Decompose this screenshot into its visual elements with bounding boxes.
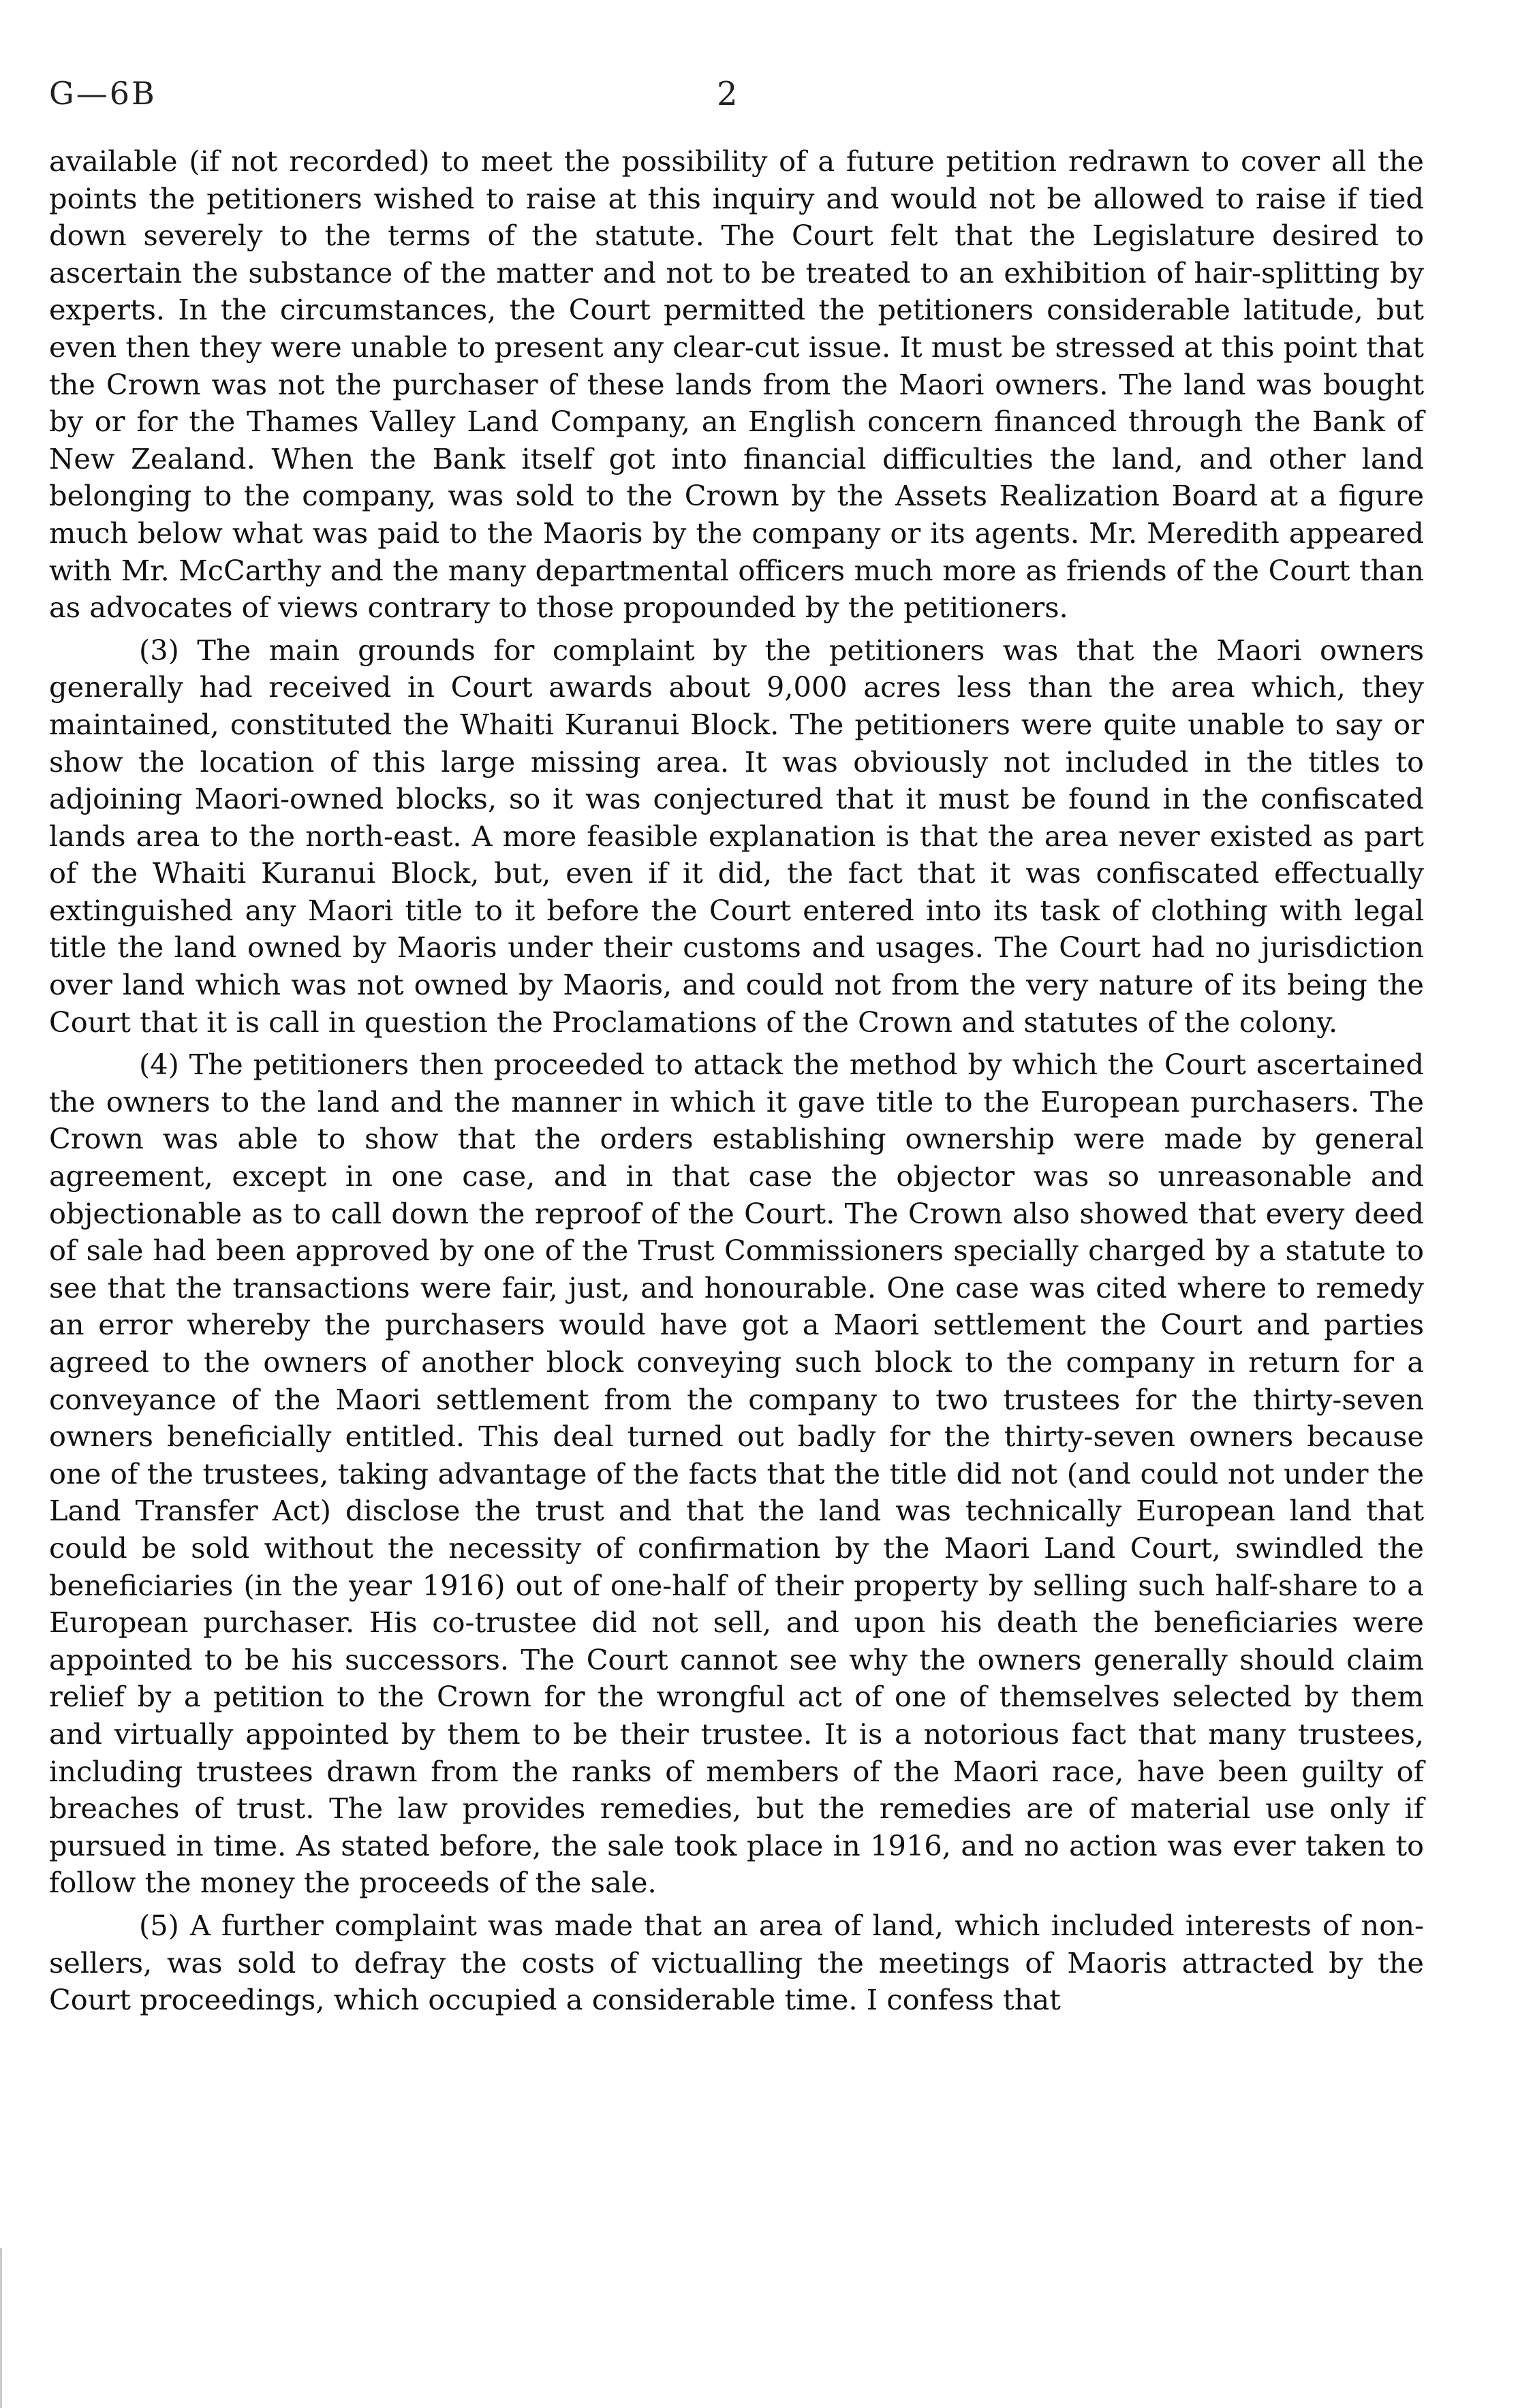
document-reference: G—6B	[49, 75, 157, 112]
paragraph-continuation: available (if not recorded) to meet the possibility of a future petition redrawn to cover all the points the petitioners wished to raise at this inquiry and would not be allowed to raise if tied down severely to the terms of the statute. The Court felt that the Legislature desired to ascertain the substance of the matter and not to be treated to an exhibition of hair-splitting by experts. In the circumstances, the Court permitted the petitioners considerable latitude, but even then they were unable to present any clear-cut issue. It must be stressed at this point that the Crown was not the purchaser of these lands from the Maori owners. The land was bought by or for the Thames Valley Land Company, an English concern financed through the Bank of New Zealand. When the Bank itself got into financial difficulties the land, and other land belonging to the company, was sold to the Crown by the Assets Realization Board at a figure much below what was paid to the Maoris by the company or its agents. Mr. Meredith appeared with Mr. McCarthy and the many departmental officers much more as friends of the Court than as advocates of views contrary to those propounded by the petitioners.	[49, 144, 1424, 625]
paragraph-5: (5) A further complaint was made that an area of land, which included interests of non-sellers, was sold to defray the costs of victualling the meetings of Maoris attracted by the Court proceedings, which occupied a considerable time. I confess that	[49, 1908, 1424, 2017]
body-text	[49, 143, 1424, 2019]
paragraph-3: (3) The main grounds for complaint by the petitioners was that the Maori owners generally had received in Court awards about 9,000 acres less than the area which, they maintained, constituted the Whaiti Kuranui Block. The petitioners were quite unable to say or show the location of this large missing area. It was obviously not included in the titles to adjoining Maori-owned blocks, so it was conjectured that it must be found in the confiscated lands area to the north-east. A more feasible explanation is that the area never existed as part of the Whaiti Kuranui Block, but, even if it did, the fact that it was confiscated effectually extinguished any Maori title to it before the Court entered into its task of clothing with legal title the land owned by Maoris under their customs and usages. The Court had no jurisdiction over land which was not owned by Maoris, and could not from the very nature of its being the Court that it is call in question the Proclamations of the Crown and statutes of the colony.	[49, 633, 1424, 1039]
page-number: 2	[717, 75, 738, 113]
paragraph-4: (4) The petitioners then proceeded to attack the method by which the Court ascertained the owners to the land and the manner in which it gave title to the European purchasers. The Crown was able to show that the orders establishing ownership were made by general agreement, except in one case, and in that case the objector was so unreasonable and objectionable as to call down the reproof of the Court. The Crown also showed that every deed of sale had been approved by one of the Trust Commissioners specially charged by a statute to see that the transactions were fair, just, and honourable. One case was cited where to remedy an error whereby the purchasers would have got a Maori settlement the Court and parties agreed to the owners of another block conveying such block to the company in return for a conveyance of the Maori settlement from the company to two trustees for the thirty-seven owners beneficially entitled. This deal turned out badly for the thirty-seven owners because one of the trustees, taking advantage of the facts that the title did not (and could not under the Land Transfer Act) disclose the trust and that the land was technically European land that could be sold without the necessity of confirmation by the Maori Land Court, swindled the beneficiaries (in the year 1916) out of one-half of their property by selling such half-share to a European purchaser. His co-trustee did not sell, and upon his death the beneficiaries were appointed to be his successors. The Court cannot see why the owners generally should claim relief by a petition to the Crown for the wrongful act of one of themselves selected by them and virtually appointed by them to be their trustee. It is a notorious fact that many trustees, including trustees drawn from the ranks of members of the Maori race, have been guilty of breaches of trust. The law provides remedies, but the remedies are of material use only if pursued in time. As stated before, the sale took place in 1916, and no action was ever taken to follow the money the proceeds of the sale.	[49, 1048, 1424, 1900]
page-header	[49, 75, 1469, 123]
scan-edge-mark	[0, 2248, 2, 2408]
